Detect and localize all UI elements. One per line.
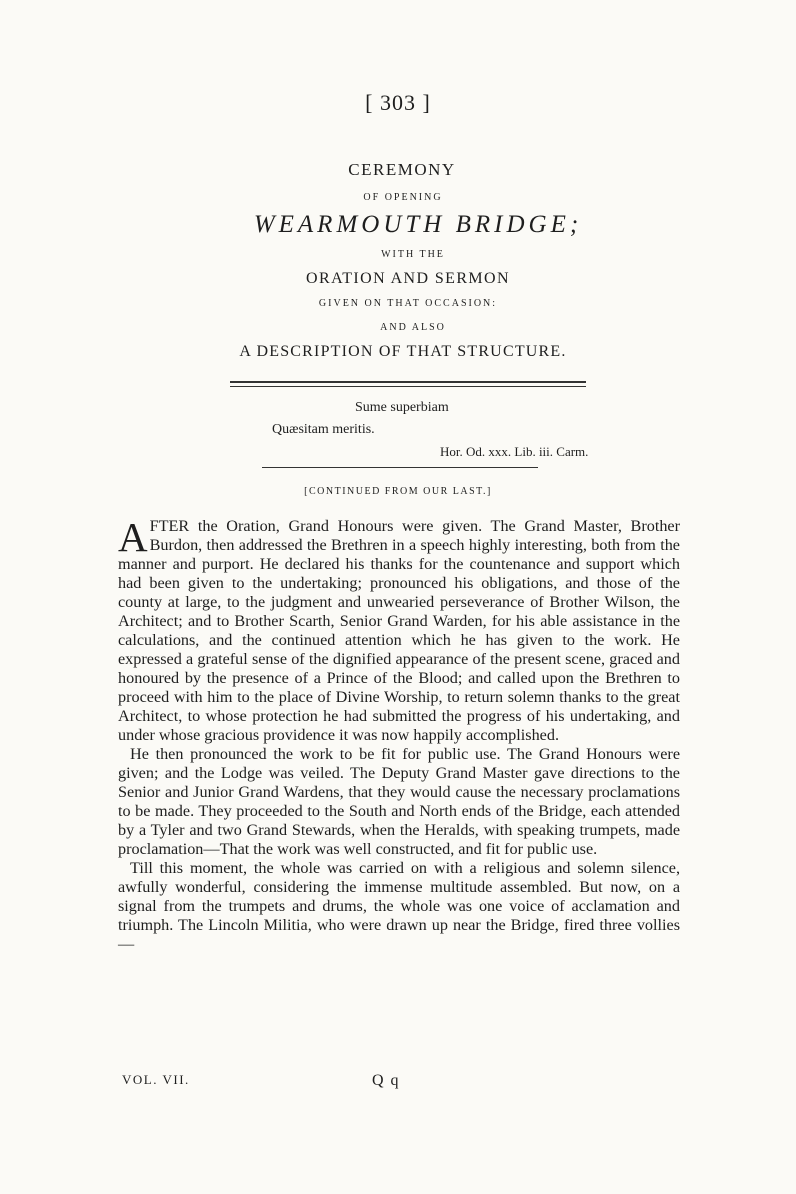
paragraph-2: He then pronounced the work to be fit for public use. The Grand Honours were given; and the Lodge was veiled. The Deputy Grand Master gave directions to the Senior and Junior Grand Wardens, that they would cause the necessary proclamations to be made. They proceeded to the South and North ends of the Bridge, each attended by a Tyler and two Grand Stewards, when the Heralds, with speaking trumpets, made proclamation—That the work was well constructed, and fit for public use.: [118, 745, 680, 858]
title-with-the: WITH THE: [381, 249, 445, 260]
paragraph-3: Till this moment, the whole was carried on with a religious and solemn silence, awfully wonderful, considering the immense multitude assembled. But now, on a signal from the trumpets and drums, the whole was one voice of acclamation and triumph. The Lincoln Militia, who were drawn up near the Bridge, fired three vollies—: [118, 859, 680, 953]
continued-note: [CONTINUED FROM OUR LAST.]: [304, 486, 492, 497]
title-given: GIVEN ON THAT OCCASION:: [318, 298, 498, 309]
epigraph-line-2: Quæsitam meritis.: [272, 422, 375, 437]
epigraph-citation: Hor. Od. xxx. Lib. iii. Carm.: [440, 444, 589, 459]
volume-label: VOL. VII.: [122, 1072, 190, 1087]
title-description: A DESCRIPTION OF THAT STRUCTURE.: [239, 343, 567, 360]
page-number: [ 303 ]: [365, 90, 431, 115]
body-text: [118, 514, 680, 954]
title-ceremony: CEREMONY: [348, 160, 456, 179]
paragraph-1-text: FTER the Oration, Grand Honours were given. The Grand Master, Brother Burdon, then addressed the Brethren in a speech highly interesting, both from the manner and purport. He declared his thanks for the countenance and support which had been given to the undertaking; pronounced his obligations, and those of the county at large, to the judgment and unwearied perseverance of Brother Wilson, the Architect; and to Brother Scarth, Senior Grand Warden, for his able assistance in the calculations, and the continued attention which he has given to the work. He expressed a grateful sense of the dignified appearance of the present scene, graced and honoured by the presence of a Prince of the Blood; and called upon the Brethren to proceed with him to the place of Divine Worship, to return solemn thanks to the great Architect, to whose protection he had submitted the progress of his undertaking, and under whose gracious providence it was now happily accomplished.: [118, 517, 680, 744]
single-rule: [262, 467, 538, 468]
double-rule-top: [230, 381, 586, 383]
drop-cap: A: [118, 514, 148, 560]
title-main: WEARMOUTH BRIDGE;: [253, 211, 583, 238]
epigraph-line-1: Sume superbiam: [355, 400, 449, 415]
signature-mark: Q q: [372, 1072, 401, 1089]
title-of-opening: OF OPENING: [363, 192, 443, 203]
paragraph-1: [118, 514, 680, 745]
title-oration: ORATION AND SERMON: [306, 270, 510, 287]
double-rule-bottom: [230, 386, 586, 387]
title-and-also: AND ALSO: [380, 322, 446, 333]
title-block: [0, 160, 796, 361]
